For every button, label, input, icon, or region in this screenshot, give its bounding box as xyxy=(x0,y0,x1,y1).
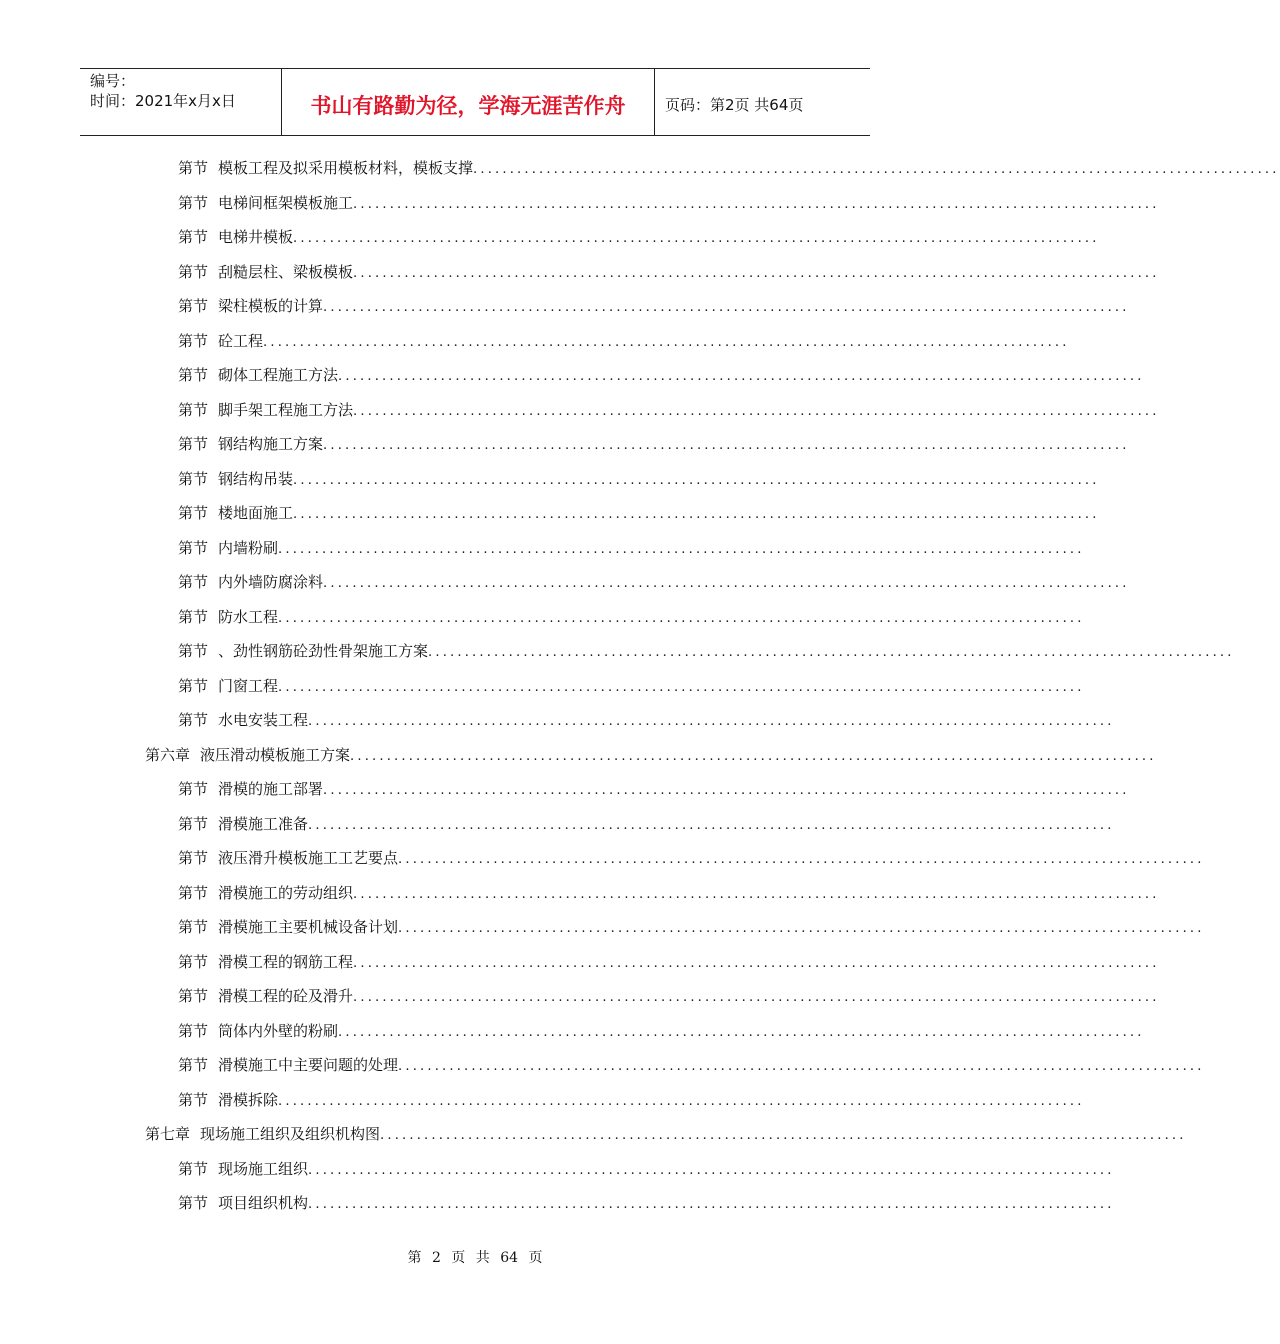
toc-entry-title: 滑模施工中主要问题的处理 xyxy=(218,1056,399,1074)
toc-entry-title: 钢结构施工方案 xyxy=(218,435,324,453)
toc-section-entry xyxy=(178,260,1160,282)
toc-entry-prefix: 第节 xyxy=(178,228,209,246)
toc-entry-title: 电梯井模板 xyxy=(218,228,294,246)
toc-entry-prefix: 第节 xyxy=(178,331,209,350)
toc-dot-leader: .............................................................................................................. xyxy=(350,748,1157,764)
toc-section-entry xyxy=(178,1088,1085,1110)
toc-chapter-entry xyxy=(145,1122,1187,1144)
toc-entry-title: 刮糙层柱、梁板模板 xyxy=(218,262,354,281)
toc-entry-title: 脚手架工程施工方法 xyxy=(218,400,354,419)
toc-dot-leader: .............................................................................................................. xyxy=(278,1093,1085,1109)
toc-entry-title: 滑模拆除 xyxy=(218,1090,279,1109)
toc-dot-leader: .............................................................................................................. xyxy=(293,507,1100,522)
toc-entry-title: 梁柱模板的计算 xyxy=(218,297,324,315)
toc-section-entry xyxy=(178,1053,1205,1075)
toc-entry-title: 水电安装工程 xyxy=(218,711,309,729)
toc-section-entry xyxy=(178,984,1160,1006)
toc-entry-prefix: 第节 xyxy=(178,987,209,1005)
toc-entry-prefix: 第节 xyxy=(178,849,209,867)
toc-dot-leader: .............................................................................................................. xyxy=(278,541,1085,557)
toc-entry-prefix: 第节 xyxy=(178,297,209,315)
toc-entry-title: 液压滑动模板施工方案 xyxy=(200,745,351,764)
toc-section-entry xyxy=(178,605,1085,627)
toc-entry-title: 砌体工程施工方法 xyxy=(218,366,339,384)
toc-dot-leader: .............................................................................................................. xyxy=(338,1024,1145,1040)
toc-entry-prefix: 第节 xyxy=(178,780,209,798)
toc-dot-leader: .............................................................................................................. xyxy=(353,265,1160,281)
page-header xyxy=(80,68,870,136)
toc-entry-title: 电梯间框架模板施工 xyxy=(218,193,354,212)
toc-dot-leader: .............................................................................................................. xyxy=(338,369,1145,384)
toc-dot-leader: .............................................................................................................. xyxy=(353,403,1160,419)
toc-entry-title: 滑模施工准备 xyxy=(218,814,309,833)
toc-section-entry xyxy=(178,398,1160,420)
toc-section-entry xyxy=(178,191,1160,213)
toc-entry-title: 液压滑升模板施工工艺要点 xyxy=(218,849,399,867)
toc-entry-prefix: 第七章 xyxy=(145,1125,191,1143)
toc-section-entry xyxy=(178,432,1130,454)
toc-dot-leader: .............................................................................................................. xyxy=(323,576,1130,591)
toc-section-entry xyxy=(178,294,1130,316)
toc-section-entry xyxy=(178,708,1115,730)
toc-dot-leader: .............................................................................................................. xyxy=(473,162,1280,177)
toc-entry-prefix: 第节 xyxy=(178,1194,209,1212)
toc-entry-prefix: 第节 xyxy=(178,607,209,626)
toc-section-entry xyxy=(178,225,1100,247)
toc-dot-leader: .............................................................................................................. xyxy=(308,817,1115,833)
toc-dot-leader: .............................................................................................................. xyxy=(428,645,1235,660)
toc-entry-prefix: 第节 xyxy=(178,1021,209,1040)
toc-section-entry xyxy=(178,501,1100,523)
toc-dot-leader: .............................................................................................................. xyxy=(398,921,1205,936)
toc-entry-prefix: 第节 xyxy=(178,435,209,453)
toc-section-entry xyxy=(178,1157,1115,1179)
toc-entry-prefix: 第六章 xyxy=(145,745,191,764)
toc-entry-title: 楼地面施工 xyxy=(218,504,294,522)
toc-dot-leader: .............................................................................................................. xyxy=(353,990,1160,1005)
toc-entry-title: 滑模的施工部署 xyxy=(218,780,324,798)
toc-dot-leader: .............................................................................................................. xyxy=(278,610,1085,626)
header-page-info: 页码：第2页 共64页 xyxy=(665,95,804,114)
toc-entry-prefix: 第节 xyxy=(178,952,209,971)
toc-section-entry xyxy=(178,329,1070,351)
toc-entry-title: 内外墙防腐涂料 xyxy=(218,573,324,591)
toc-section-entry xyxy=(178,777,1130,799)
toc-section-entry xyxy=(178,363,1145,385)
toc-dot-leader: .............................................................................................................. xyxy=(263,334,1070,350)
toc-entry-prefix: 第节 xyxy=(178,814,209,833)
toc-section-entry xyxy=(178,674,1085,696)
toc-section-entry xyxy=(178,570,1130,592)
toc-section-entry xyxy=(178,467,1100,489)
toc-entry-prefix: 第节 xyxy=(178,883,209,902)
toc-dot-leader: .............................................................................................................. xyxy=(398,1059,1205,1074)
toc-section-entry xyxy=(178,881,1160,903)
toc-dot-leader: .............................................................................................................. xyxy=(353,955,1160,971)
toc-dot-leader: .............................................................................................................. xyxy=(398,852,1205,867)
toc-entry-title: 滑模工程的钢筋工程 xyxy=(218,952,354,971)
toc-entry-title: 项目组织机构 xyxy=(218,1194,309,1212)
toc-entry-prefix: 第节 xyxy=(178,504,209,522)
toc-section-entry xyxy=(178,536,1085,558)
toc-entry-title: 筒体内外壁的粉刷 xyxy=(218,1021,339,1040)
toc-entry-title: 现场施工组织 xyxy=(218,1159,309,1178)
toc-section-entry xyxy=(178,639,1235,661)
header-meta xyxy=(80,69,282,135)
number-label: 编号： xyxy=(90,72,136,90)
toc-entry-title: 模板工程及拟采用模板材料，模板支撑 xyxy=(218,159,474,177)
toc-entry-prefix: 第节 xyxy=(178,538,209,557)
toc-entry-title: 钢结构吊装 xyxy=(218,469,294,488)
toc-dot-leader: .............................................................................................................. xyxy=(278,679,1085,695)
toc-entry-title: 现场施工组织及组织机构图 xyxy=(200,1125,381,1143)
toc-entry-title: 滑模施工主要机械设备计划 xyxy=(218,918,399,936)
toc-entry-title: 门窗工程 xyxy=(218,676,279,695)
toc-dot-leader: .............................................................................................................. xyxy=(353,886,1160,902)
toc-entry-prefix: 第节 xyxy=(178,400,209,419)
toc-entry-prefix: 第节 xyxy=(178,918,209,936)
toc-dot-leader: .............................................................................................................. xyxy=(323,783,1130,798)
toc-entry-prefix: 第节 xyxy=(178,159,209,177)
toc-section-entry xyxy=(178,846,1205,868)
toc-section-entry xyxy=(178,812,1115,834)
toc-entry-title: 滑模施工的劳动组织 xyxy=(218,883,354,902)
toc-section-entry xyxy=(178,915,1205,937)
toc-section-entry xyxy=(178,156,1280,178)
toc-entry-prefix: 第节 xyxy=(178,366,209,384)
toc-entry-prefix: 第节 xyxy=(178,262,209,281)
toc-entry-prefix: 第节 xyxy=(178,193,209,212)
toc-entry-title: 防水工程 xyxy=(218,607,279,626)
time-label: 时间：2021年x月x日 xyxy=(90,92,236,110)
toc-section-entry xyxy=(178,1019,1145,1041)
toc-dot-leader: .............................................................................................................. xyxy=(323,438,1130,453)
page-footer: 第 2 页 共 64 页 xyxy=(407,1250,543,1266)
toc-entry-title: 内墙粉刷 xyxy=(218,538,279,557)
toc-dot-leader: .............................................................................................................. xyxy=(380,1128,1187,1143)
toc-entry-prefix: 第节 xyxy=(178,1159,209,1178)
toc-entry-title: 砼工程 xyxy=(218,331,264,350)
toc-dot-leader: .............................................................................................................. xyxy=(353,196,1160,212)
toc-entry-prefix: 第节 xyxy=(178,573,209,591)
toc-entry-title: 滑模工程的砼及滑升 xyxy=(218,987,354,1005)
toc-chapter-entry xyxy=(145,743,1157,765)
toc-entry-prefix: 第节 xyxy=(178,1056,209,1074)
toc-entry-prefix: 第节 xyxy=(178,676,209,695)
toc-dot-leader: .............................................................................................................. xyxy=(323,300,1130,315)
toc-dot-leader: .............................................................................................................. xyxy=(308,714,1115,729)
toc-dot-leader: .............................................................................................................. xyxy=(293,231,1100,246)
header-motto: 书山有路勤为径，学海无涯苦作舟 xyxy=(282,69,655,135)
toc-entry-prefix: 第节 xyxy=(178,711,209,729)
toc-entry-prefix: 第节 xyxy=(178,642,209,660)
toc-entry-title: 、劲性钢筋砼劲性骨架施工方案 xyxy=(218,642,429,660)
toc-section-entry xyxy=(178,950,1160,972)
toc-entry-prefix: 第节 xyxy=(178,1090,209,1109)
toc-dot-leader: .............................................................................................................. xyxy=(293,472,1100,488)
toc-entry-prefix: 第节 xyxy=(178,469,209,488)
toc-section-entry xyxy=(178,1191,1115,1213)
toc-dot-leader: .............................................................................................................. xyxy=(308,1162,1115,1178)
toc-dot-leader: .............................................................................................................. xyxy=(308,1197,1115,1212)
